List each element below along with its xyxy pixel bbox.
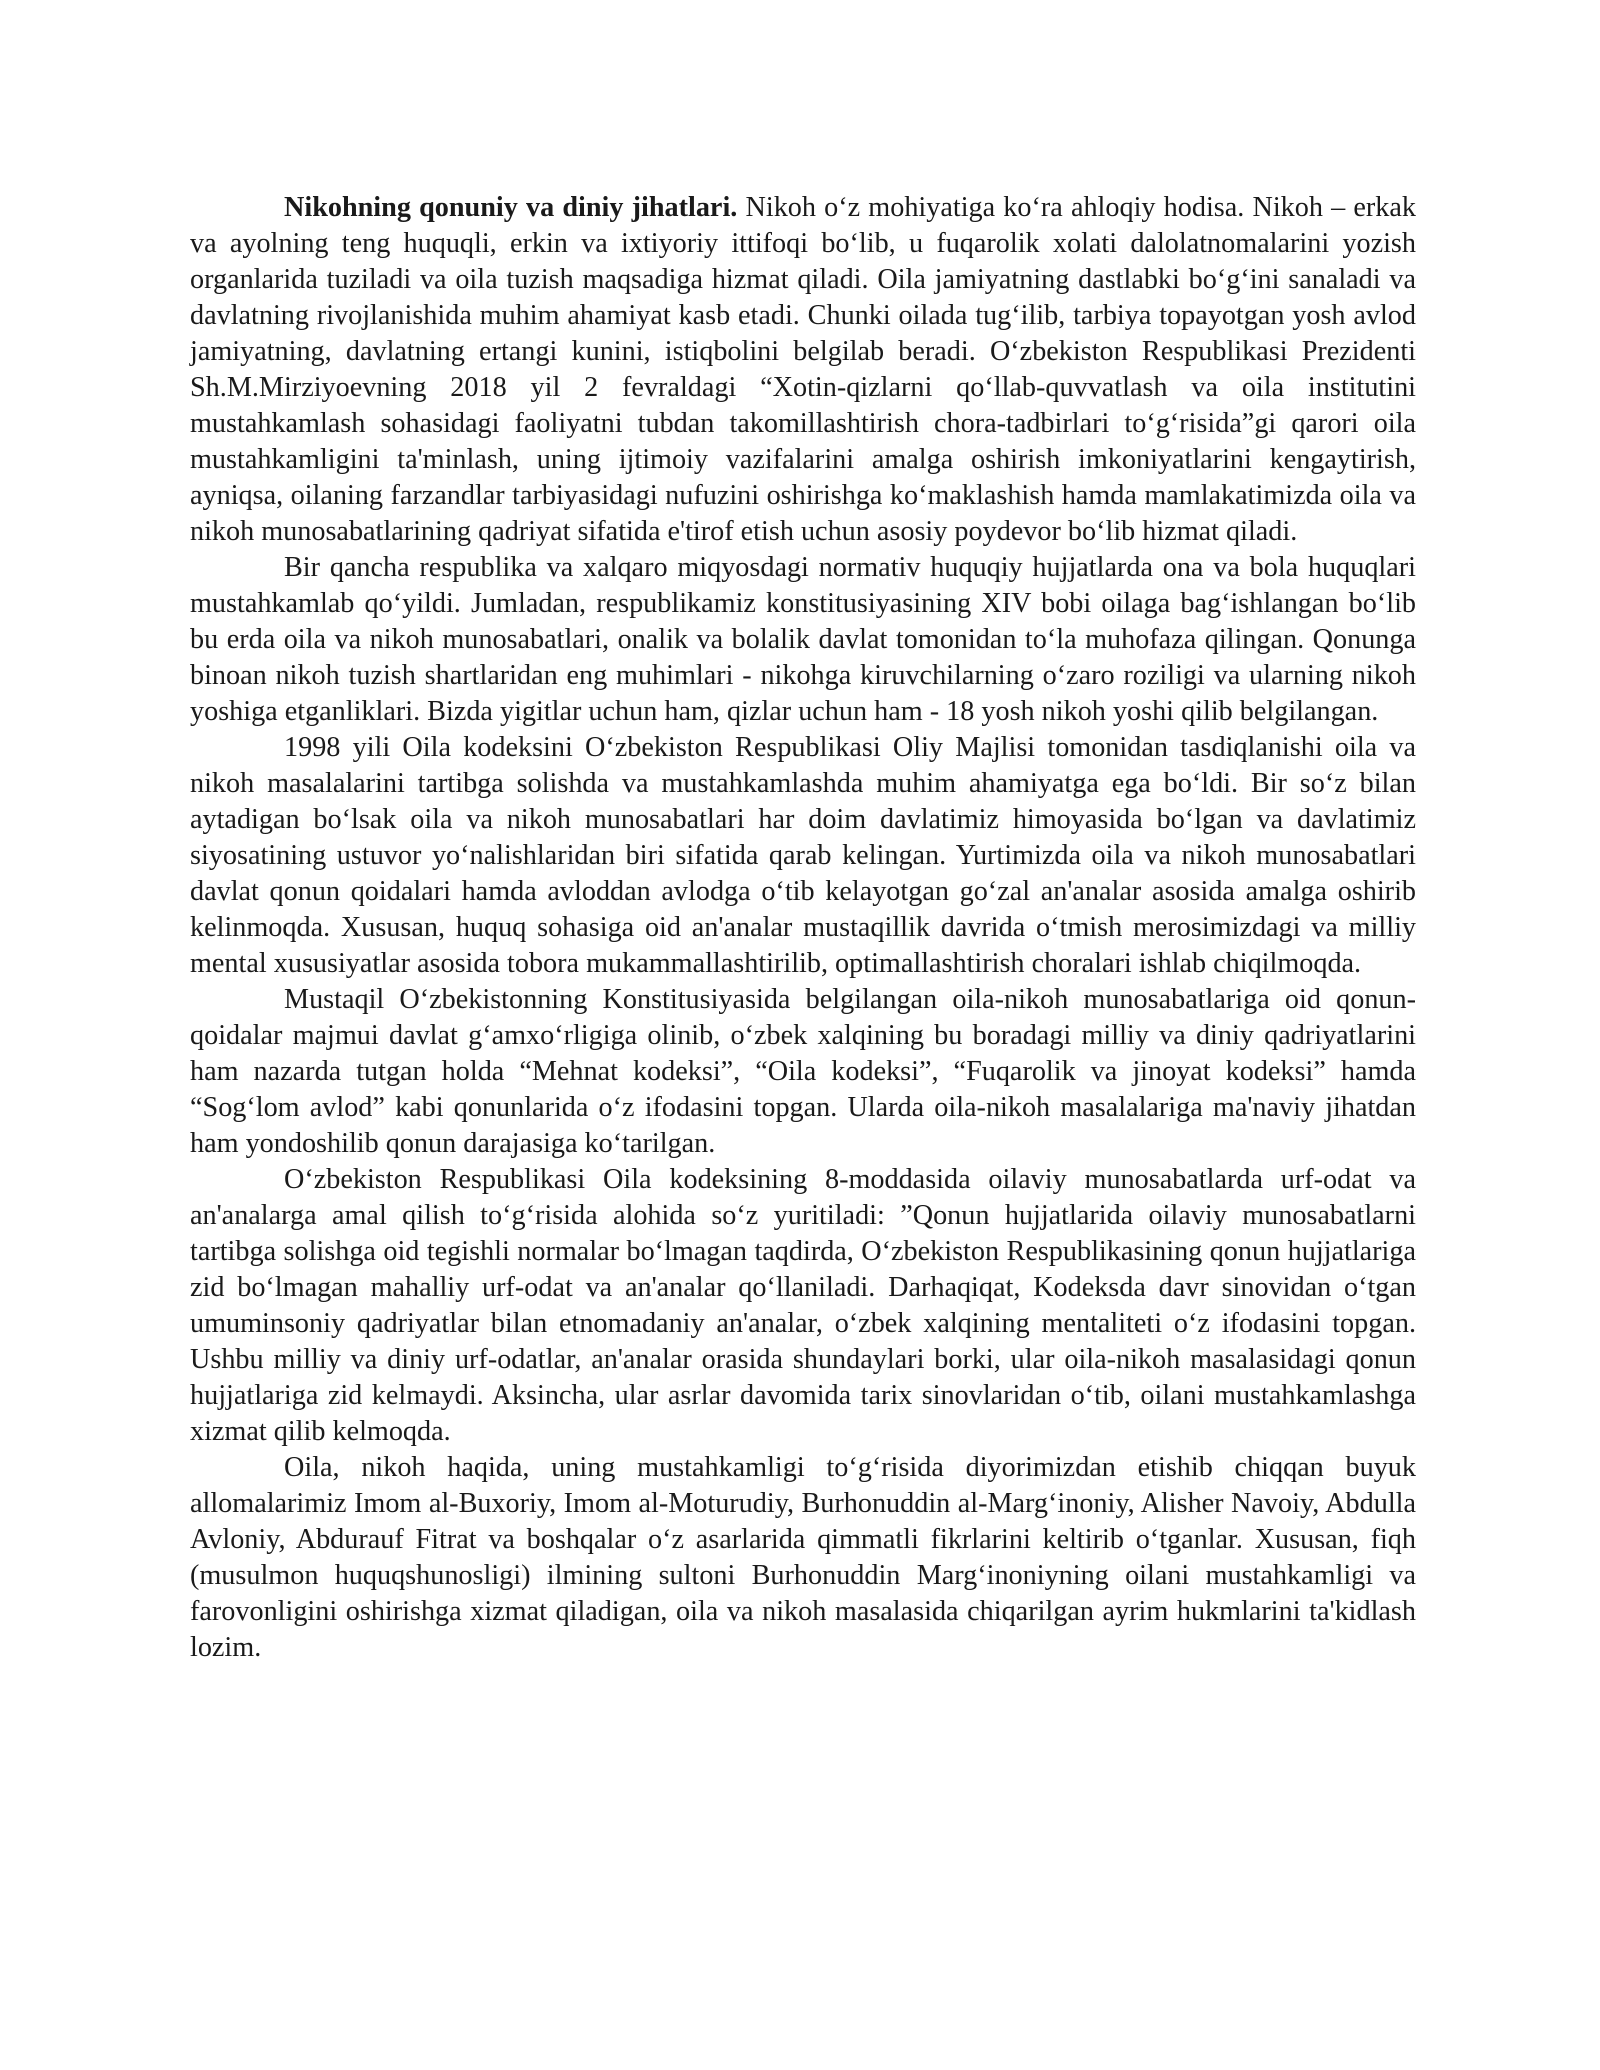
document-body xyxy=(190,190,1416,1666)
paragraph-1 xyxy=(190,190,1416,550)
paragraph-1-text: Nikoh oʻz mohiyatiga koʻra ahloqiy hodisa. Nikoh – erkak va ayolning teng huquqli, erkin va ixtiyoriy ittifoqi boʻlib, u fuqarolik xolati dalolatnomalarini yozish organlarida tuziladi va oila tuzish maqsadiga hizmat qiladi. Oila jamiyatning dastlabki boʻgʻini sanaladi va davlatning rivojlanishida muhim ahamiyat kasb etadi. Chunki oilada tugʻilib, tarbiya topayotgan yosh avlod jamiyatning, davlatning ertangi kunini, istiqbolini belgilab beradi. Oʻzbekiston Respublikasi Prezidenti Sh.M.Mirziyoevning 2018 yil 2 fevraldagi “Xotin-qizlarni qoʻllab-quvvatlash va oila institutini mustahkamlash sohasidagi faoliyatni tubdan takomillashtirish chora-tadbirlari toʻgʻrisida”gi qarori oila mustahkamligini ta'minlash, uning ijtimoiy vazifalarini amalga oshirish imkoniyatlarini kengaytirish, ayniqsa, oilaning farzandlar tarbiyasidagi nufuzini oshirishga koʻmaklashish hamda mamlakatimizda oila va nikoh munosabatlarining qadriyat sifatida e'tirof etish uchun asosiy poydevor boʻlib hizmat qiladi. xyxy=(190,192,1416,547)
paragraph-5: Oʻzbekiston Respublikasi Oila kodeksining 8-moddasida oilaviy munosabatlarda urf-odat va an'analarga amal qilish toʻgʻrisida alohida soʻz yuritiladi: ”Qonun hujjatlarida oilaviy munosabatlarni tartibga solishga oid tegishli normalar boʻlmagan taqdirda, Oʻzbekiston Respublikasining qonun hujjatlariga zid boʻlmagan mahalliy urf-odat va an'analar qoʻllaniladi. Darhaqiqat, Kodeksda davr sinovidan oʻtgan umuminsoniy qadriyatlar bilan etnomadaniy an'analar, oʻzbek xalqining mentaliteti oʻz ifodasini topgan. Ushbu milliy va diniy urf-odatlar, an'analar orasida shundaylari borki, ular oila-nikoh masalasidagi qonun hujjatlariga zid kelmaydi. Aksincha, ular asrlar davomida tarix sinovlaridan oʻtib, oilani mustahkamlashga xizmat qilib kelmoqda. xyxy=(190,1164,1416,1447)
paragraph-4: Mustaqil Oʻzbekistonning Konstitusiyasida belgilangan oila-nikoh munosabatlariga oid qonun-qoidalar majmui davlat gʻamxoʻrligiga olinib, oʻzbek xalqining bu boradagi milliy va diniy qadriyatlarini ham nazarda tutgan holda “Mehnat kodeksi”, “Oila kodeksi”, “Fuqarolik va jinoyat kodeksi” hamda “Sogʻlom avlod” kabi qonunlarida oʻz ifodasini topgan. Ularda oila-nikoh masalalariga ma'naviy jihatdan ham yondoshilib qonun darajasiga koʻtarilgan. xyxy=(190,984,1416,1159)
paragraph-3: 1998 yili Oila kodeksini Oʻzbekiston Respublikasi Oliy Majlisi tomonidan tasdiqlanishi oila va nikoh masalalarini tartibga solishda va mustahkamlashda muhim ahamiyatga ega boʻldi. Bir soʻz bilan aytadigan boʻlsak oila va nikoh munosabatlari har doim davlatimiz himoyasida boʻlgan va davlatimiz siyosatining ustuvor yoʻnalishlaridan biri sifatida qarab kelingan. Yurtimizda oila va nikoh munosabatlari davlat qonun qoidalari hamda avloddan avlodga oʻtib kelayotgan goʻzal an'analar asosida amalga oshirib kelinmoqda. Xususan, huquq sohasiga oid an'analar mustaqillik davrida oʻtmish merosimizdagi va milliy mental xususiyatlar asosida tobora mukammallashtirilib, optimallashtirish choralari ishlab chiqilmoqda. xyxy=(190,732,1416,979)
paragraph-2: Bir qancha respublika va xalqaro miqyosdagi normativ huquqiy hujjatlarda ona va bola huquqlari mustahkamlab qoʻyildi. Jumladan, respublikamiz konstitusiyasining XIV bobi oilaga bagʻishlangan boʻlib bu erda oila va nikoh munosabatlari, onalik va bolalik davlat tomonidan toʻla muhofaza qilingan. Qonunga binoan nikoh tuzish shartlaridan eng muhimlari - nikohga kiruvchilarning oʻzaro roziligi va ularning nikoh yoshiga etganliklari. Bizda yigitlar uchun ham, qizlar uchun ham - 18 yosh nikoh yoshi qilib belgilangan. xyxy=(190,552,1416,727)
paragraph-6: Oila, nikoh haqida, uning mustahkamligi toʻgʻrisida diyorimizdan etishib chiqqan buyuk allomalarimiz Imom al-Buxoriy, Imom al-Moturudiy, Burhonuddin al-Margʻinoniy, Alisher Navoiy, Abdulla Avloniy, Abdurauf Fitrat va boshqalar oʻz asarlarida qimmatli fikrlarini keltirib oʻtganlar. Xususan, fiqh (musulmon huquqshunosligi) ilmining sultoni Burhonuddin Margʻinoniyning oilani mustahkamligi va farovonligini oshirishga xizmat qiladigan, oila va nikoh masalasida chiqarilgan ayrim hukmlarini ta'kidlash lozim. xyxy=(190,1452,1416,1663)
section-heading: Nikohning qonuniy va diniy jihatlari. xyxy=(284,192,738,223)
